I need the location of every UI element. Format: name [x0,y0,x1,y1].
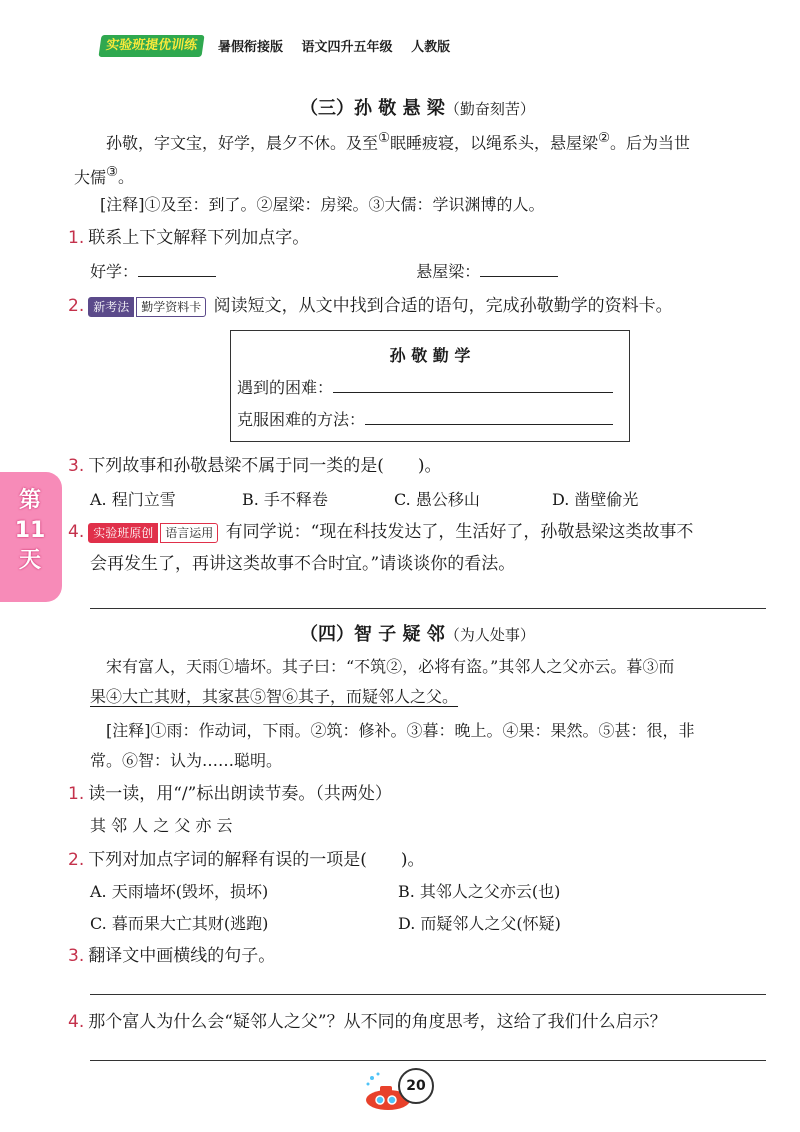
day-side-tab [0,472,62,602]
card-row-method: 克服困难的方法： [237,407,613,430]
series-badge: 实验班提优训练 [98,35,204,57]
answer-blank[interactable] [333,392,613,393]
option-b[interactable]: B. 其邻人之父亦云(也) [398,882,561,901]
option-d[interactable]: D. 而疑邻人之父(怀疑) [398,914,561,933]
section3-note: [注释]①及至：到了。②屋梁：房梁。③大儒：学识渊博的人。 [100,195,545,214]
study-card [230,330,630,442]
s3-q4-line2: 会再发生了，再讲这类故事不合时宜。”请谈谈你的看法。 [90,554,516,574]
card-row-difficulty: 遇到的困难： [237,375,613,398]
s4-question-3: 3. 翻译文中画横线的句子。 [68,946,276,966]
tag-study-card: 勤学资料卡 [136,297,206,317]
page-number: 20 [398,1068,434,1104]
section4-note-1: [注释]①雨：作动词，下雨。②筑：修补。③暮：晚上。④果：果然。⑤甚：很，非 [106,721,695,740]
tag-new-method: 新考法 [88,297,134,317]
section4-passage-line1: 宋有富人，天雨①墙坏。其子曰：“不筑②，必将有盗。”其邻人之父亦云。暮③而 [106,657,675,676]
section3-passage: 孙敬，字文宝，好学，晨夕不休。及至①眠睡疲寝，以绳系头，悬屋梁②。后为当世 大儒③。 [74,131,690,187]
tag-lab-original: 实验班原创 [88,523,158,543]
header-info [218,36,464,55]
section4-note-2: 常。⑥智：认为……聪明。 [90,751,283,770]
option-c[interactable]: C. 暮而果大亡其财(逃跑) [90,914,269,933]
option-d[interactable]: D. 凿壁偷光 [552,490,639,509]
card-title: 孙 敬 勤 学 [389,346,471,365]
answer-line[interactable] [90,608,766,609]
option-a[interactable]: A. 程门立雪 [90,490,176,509]
day-label: 第11天 [14,488,46,573]
header-grade: 语文四升五年级 [301,40,393,55]
s4-q2-options-row2 [90,910,561,938]
s3-question-1: 1. 联系上下文解释下列加点字。 [68,228,310,248]
s4-question-4: 4. 那个富人为什么会“疑邻人之父”？从不同的角度思考，这给了我们什么启示？ [68,1012,667,1032]
option-b[interactable]: B. 手不释卷 [242,490,328,509]
s4-question-2: 2. 下列对加点字词的解释有误的一项是( )。 [68,850,425,870]
answer-blank[interactable] [365,424,613,425]
s3-question-2: 2. 新考法 勤学资料卡 阅读短文，从文中找到合适的语句，完成孙敬勤学的资料卡。 [68,296,673,316]
answer-blank[interactable] [480,276,558,277]
s4-question-1: 1. 读一读，用“/”标出朗读节奏。（共两处） [68,784,392,804]
option-a[interactable]: A. 天雨墙坏(毁坏，损坏) [90,882,269,901]
answer-line[interactable] [90,994,766,995]
s3-question-4: 4. 实验班原创 语言运用 有同学说：“现在科技发达了，生活好了，孙敬悬梁这类故事不 [68,522,694,542]
section3-title: （三）孙 敬 悬 梁（勤奋刻苦） [300,98,535,119]
header-edition: 暑假衔接版 [218,40,284,55]
option-c[interactable]: C. 愚公移山 [394,490,480,509]
tag-language-use: 语言运用 [160,523,218,543]
s3-question-3: 3. 下列故事和孙敬悬梁不属于同一类的是( )。 [68,456,442,476]
answer-line[interactable] [90,1060,766,1061]
s4-q2-options-row1 [90,878,560,906]
s3-q1-answers: 好学： 悬屋梁： [90,258,558,286]
header-publisher: 人教版 [411,40,451,55]
section4-title: （四）智 子 疑 邻（为人处事） [300,624,535,645]
section4-passage-line2: 果④大亡其财，其家甚⑤智⑥其子，而疑邻人之父。 [90,687,459,706]
s3-q3-options [90,486,638,514]
answer-blank[interactable] [138,276,216,277]
s4-q1-phrase[interactable]: 其 邻 人 之 父 亦 云 [90,816,233,835]
